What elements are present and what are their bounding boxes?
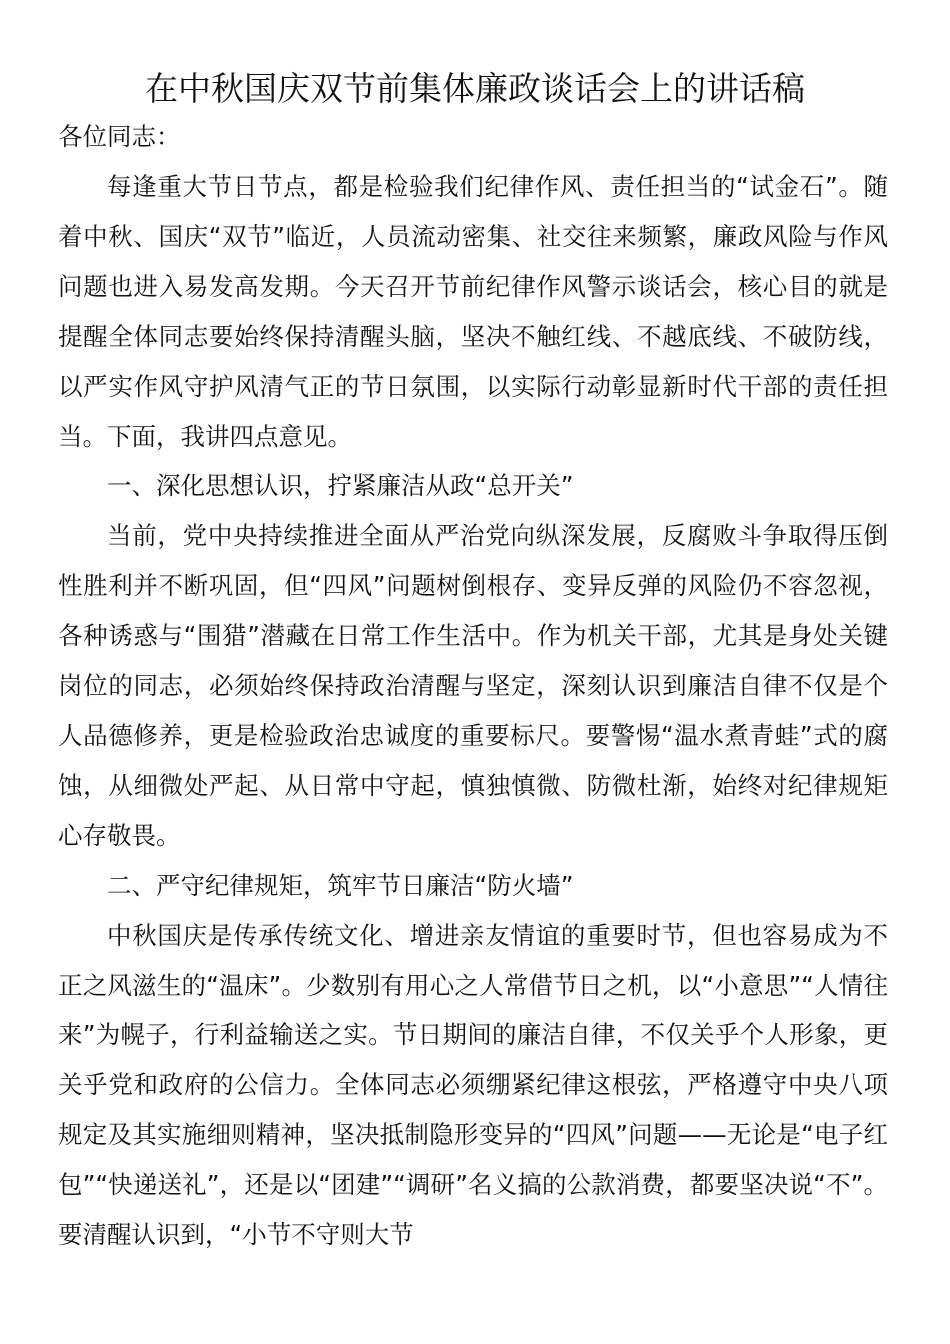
salutation: 各位同志： [58,122,181,151]
paragraph-section-2: 中秋国庆是传承传统文化、增进亲友情谊的重要时节，但也容易成为不正之风滋生的“温床”。少数别有用心之人常借节日之机，以“小意思”“人情往来”为幌子，行利益输送之实。节日期间的廉洁自律，不仅关乎个人形象，更关乎党和政府的公信力。全体同志必须绷紧纪律这根弦，严格遵守中央八项规定及其实施细则精神，坚决抵制隐形变异的“四风”问题——无论是“电子红包”“快递送礼”，还是以“团建”“调研”名义搞的公款消费，都要坚决说“不”。要清醒认识到，“小节不守则大节 [58,920,888,1250]
document-title: 在中秋国庆双节前集体廉政谈话会上的讲话稿 [145,69,805,108]
section-heading-1: 一、深化思想认识，拧紧廉洁从政“总开关” [107,471,574,501]
section-heading-2: 二、严守纪律规矩，筑牢节日廉洁“防火墙” [107,870,574,900]
paragraph-section-1: 当前，党中央持续推进全面从严治党向纵深发展，反腐败斗争取得压倒性胜利并不断巩固，但“四风”问题树倒根存、变异反弹的风险仍不容忽视，各种诱惑与“围猎”潜藏在日常工作生活中。作为机关干部，尤其是身处关键岗位的同志，必须始终保持政治清醒与坚定，深刻认识到廉洁自律不仅是个人品德修养，更是检验政治忠诚度的重要标尺。要警惕“温水煮青蛙”式的腐蚀，从细微处严起、从日常中守起，慎独慎微、防微杜渐，始终对纪律规矩心存敬畏。 [58,521,888,850]
document-body [58,162,888,1260]
paragraph-intro: 每逢重大节日节点，都是检验我们纪律作风、责任担当的“试金石”。随着中秋、国庆“双节”临近，人员流动密集、社交往来频繁，廉政风险与作风问题也进入易发高发期。今天召开节前纪律作风警示谈话会，核心目的就是提醒全体同志要始终保持清醒头脑，坚决不触红线、不越底线、不破防线，以严实作风守护风清气正的节日氛围，以实际行动彰显新时代干部的责任担当。下面，我讲四点意见。 [58,172,888,451]
